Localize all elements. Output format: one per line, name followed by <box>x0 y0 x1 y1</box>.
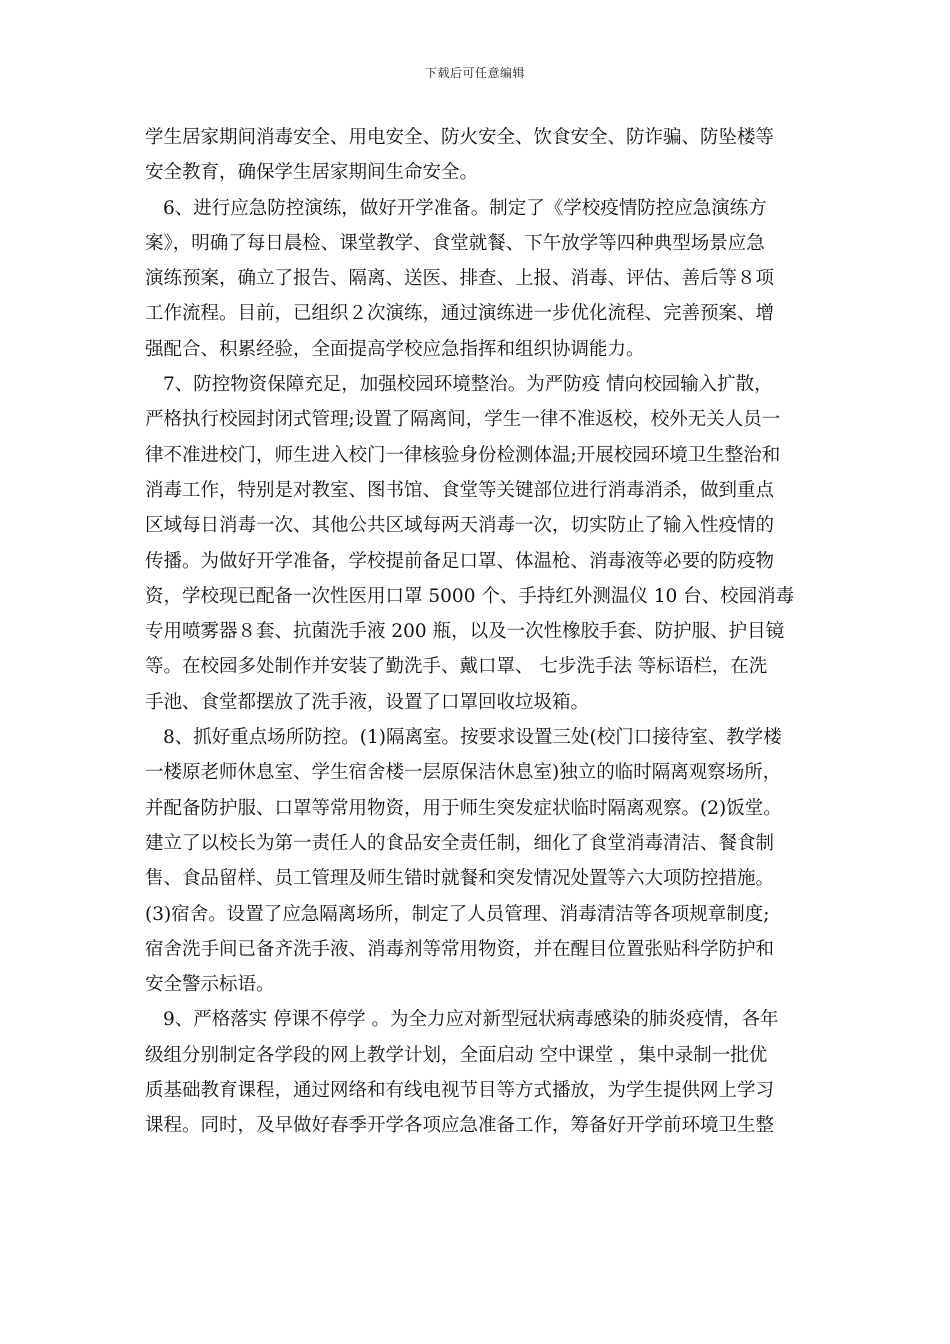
text-line: 专用喷雾器８套、抗菌洗手液 200 瓶，以及一次性橡胶手套、防护服、护目镜 <box>145 621 785 643</box>
paragraph-8-start: 8、抓好重点场所防控。(1)隔离室。按要求设置三处(校门口接待室、教学楼 <box>163 727 782 749</box>
text-line: 传播。为做好开学准备，学校提前备足口罩、体温枪、消毒液等必要的防疫物 <box>145 550 775 572</box>
text-line: 安全警示标语。 <box>145 974 275 996</box>
text-line: 质基础教育课程，通过网络和有线电视节目等方式播放，为学生提供网上学习 <box>145 1080 775 1102</box>
text-line: 手池、食堂都摆放了洗手液，设置了口罩回收垃圾箱。 <box>145 691 590 713</box>
text-line: 并配备防护服、口罩等常用物资，用于师生突发症状临时隔离观察。(2)饭堂。 <box>145 797 782 819</box>
text-line: 一楼原老师休息室、学生宿舍楼一层原保洁休息室)独立的临时隔离观察场所， <box>145 762 782 784</box>
text-line: 宿舍洗手间已备齐洗手液、消毒剂等常用物资，并在醒目位置张贴科学防护和 <box>145 938 775 960</box>
text-line: 消毒工作，特别是对教室、图书馆、食堂等关键部位进行消毒消杀，做到重点 <box>145 479 775 501</box>
text-line: 案》，明确了每日晨检、课堂教学、食堂就餐、下午放学等四种典型场景应急 <box>145 232 765 254</box>
text-line: 资，学校现已配备一次性医用口罩 5000 个、手持红外测温仪 10 台、校园消毒 <box>145 585 795 607</box>
text-line: 级组分别制定各学段的网上教学计划，全面启动 空中课堂 ，集中录制一批优 <box>145 1044 768 1066</box>
paragraph-9-start: 9、严格落实 停课不停学 。为全力应对新型冠状病毒感染的肺炎疫情，各年 <box>163 1009 779 1031</box>
text-line: 售、食品留样、员工管理及师生错时就餐和突发情况处置等六大项防控措施。 <box>145 868 775 890</box>
text-line: (3)宿舍。设置了应急隔离场所，制定了人员管理、消毒清洁等各项规章制度; <box>145 903 770 925</box>
text-line: 建立了以校长为第一责任人的食品安全责任制，细化了食堂消毒清洁、餐食制 <box>145 832 775 854</box>
paragraph-7-start: 7、防控物资保障充足，加强校园环境整治。为严防疫 情向校园输入扩散， <box>163 374 773 396</box>
text-line: 学生居家期间消毒安全、用电安全、防火安全、饮食安全、防诈骗、防坠楼等 <box>145 127 775 148</box>
text-line: 严格执行校园封闭式管理;设置了隔离间，学生一律不准返校，校外无关人员一 <box>145 409 781 431</box>
text-line: 安全教育，确保学生居家期间生命安全。 <box>145 162 479 184</box>
text-line: 强配合、积累经验，全面提高学校应急指挥和组织协调能力。 <box>145 338 645 360</box>
text-line: 演练预案，确立了报告、隔离、送医、排查、上报、消毒、评估、善后等８项 <box>145 268 775 290</box>
text-line: 等。在校园多处制作并安装了勤洗手、戴口罩、 七步洗手法 等标语栏，在洗 <box>145 656 768 678</box>
text-line: 律不准进校门，师生进入校门一律核验身份检测体温;开展校园环境卫生整治和 <box>145 444 781 466</box>
text-line: 课程。同时，及早做好春季开学各项应急准备工作，筹备好开学前环境卫生整 <box>145 1115 775 1137</box>
page-header: 下载后可任意编辑 <box>424 66 525 80</box>
text-line: 区域每日消毒一次、其他公共区域每两天消毒一次，切实防止了输入性疫情的 <box>145 515 775 537</box>
paragraph-6-start: 6、进行应急防控演练，做好开学准备。制定了《学校疫情防控应急演练方 <box>163 197 767 219</box>
document-body <box>145 120 807 1144</box>
text-line: 工作流程。目前，已组织２次演练，通过演练进一步优化流程、完善预案、增 <box>145 303 775 325</box>
